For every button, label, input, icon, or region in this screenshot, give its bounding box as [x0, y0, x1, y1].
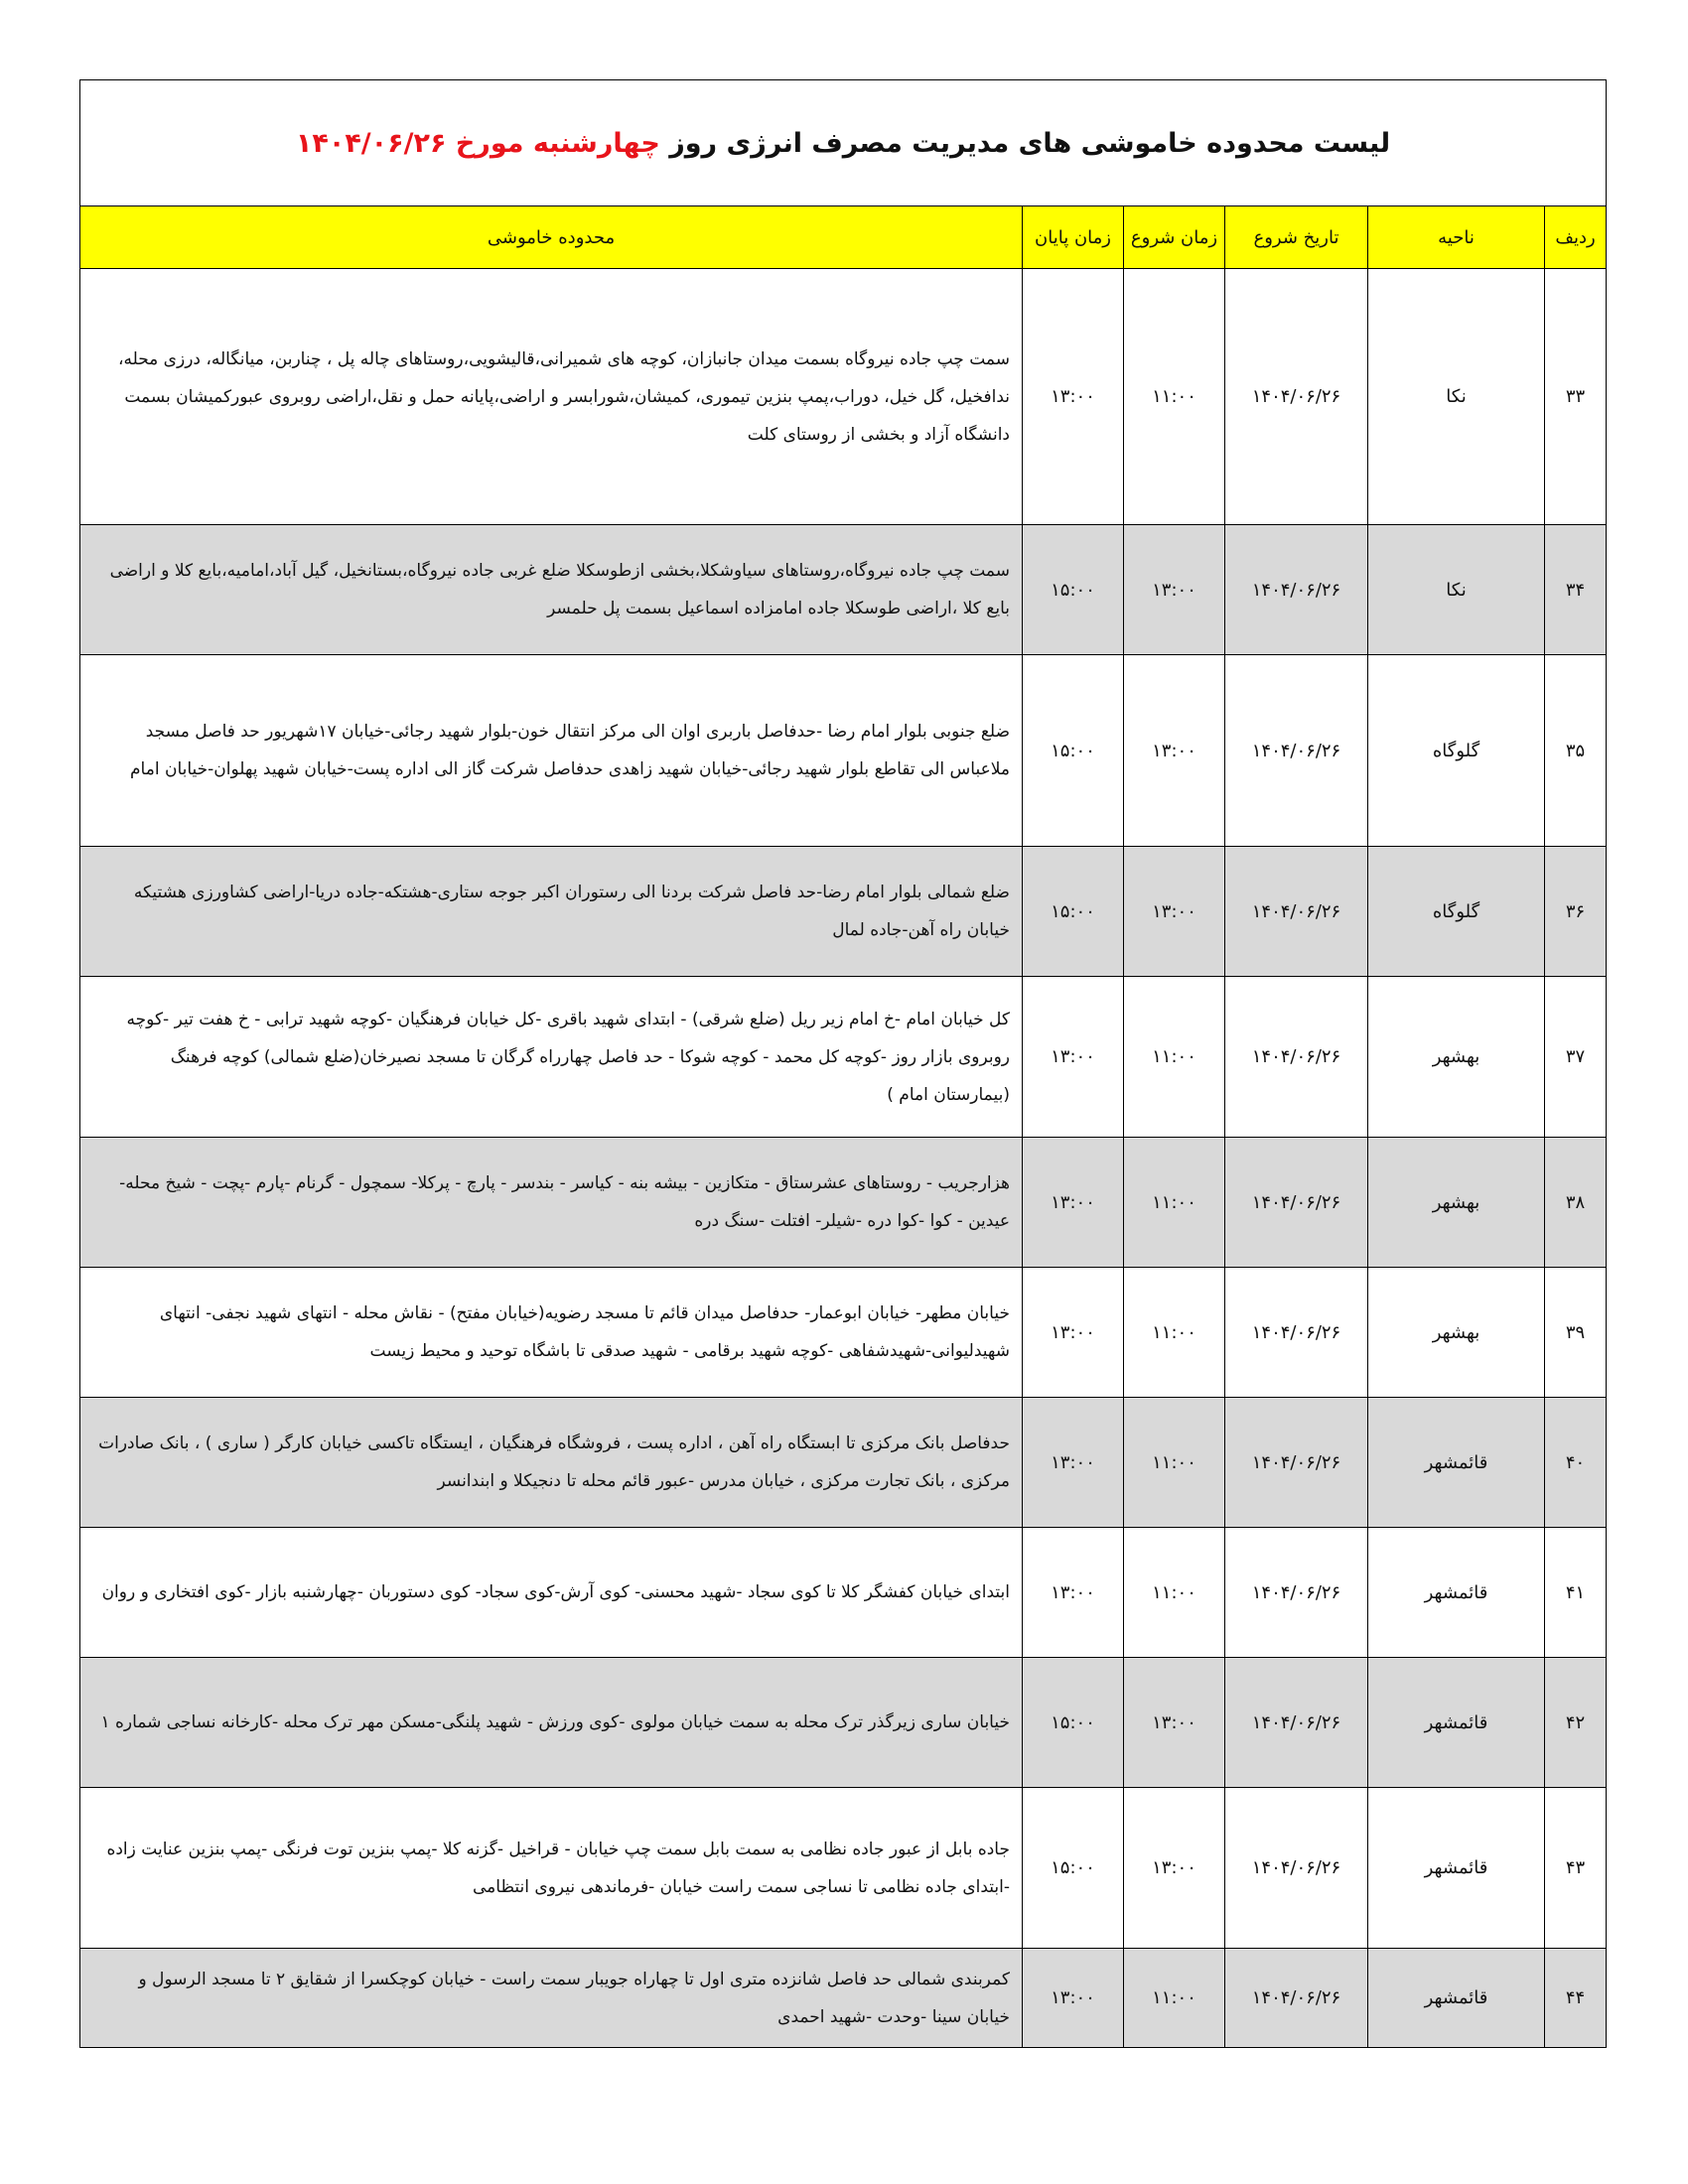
table-row	[80, 1658, 1607, 1788]
outage-table	[79, 79, 1607, 2048]
start-time: ۱۱:۰۰	[1124, 977, 1225, 1138]
start-date: ۱۴۰۴/۰۶/۲۶	[1225, 847, 1368, 977]
district: گلوگاه	[1368, 847, 1545, 977]
outage-area: ضلع شمالی بلوار امام رضا-حد فاصل شرکت بردنا الی رستوران اکبر جوجه ستاری-هشتکه-جاده دریا-اراضی کشاورزی هشتیکه خیابان راه آهن-جاده لمال	[80, 847, 1023, 977]
outage-area: سمت چپ جاده نیروگاه،روستاهای سیاوشکلا،بخشی ازطوسکلا ضلع غربی جاده نیروگاه،بستانخیل، گیل آباد،امامیه،بایع کلا و اراضی بایع کلا ،اراضی طوسکلا جاده امامزاده اسماعیل بسمت پل حلمسر	[80, 525, 1023, 655]
table-row	[80, 977, 1607, 1138]
title-cell	[80, 80, 1607, 206]
outage-area: خیابان ساری زیرگذر ترک محله به سمت خیابان مولوی -کوی ورزش - شهید پلنگی-مسکن مهر ترک محله -کارخانه نساجی شماره ۱	[80, 1658, 1023, 1788]
start-time: ۱۱:۰۰	[1124, 1949, 1225, 2048]
district: قائمشهر	[1368, 1398, 1545, 1528]
start-date: ۱۴۰۴/۰۶/۲۶	[1225, 1138, 1368, 1268]
start-time: ۱۳:۰۰	[1124, 525, 1225, 655]
title-row	[80, 80, 1607, 206]
end-time: ۱۳:۰۰	[1023, 977, 1124, 1138]
district: قائمشهر	[1368, 1949, 1545, 2048]
outage-area: خیابان مطهر- خیابان ابوعمار- حدفاصل میدان قائم تا مسجد رضویه(خیابان مفتح) - نقاش محله - انتهای شهید نجفی- انتهای شهیدلیوانی-شهیدشفاهی -کوچه شهید برقامی - شهید صدقی تا باشگاه توحید و محیط زیست	[80, 1268, 1023, 1398]
start-time: ۱۱:۰۰	[1124, 1398, 1225, 1528]
header-start-date: تاریخ شروع	[1225, 206, 1368, 269]
end-time: ۱۳:۰۰	[1023, 1528, 1124, 1658]
end-time: ۱۵:۰۰	[1023, 847, 1124, 977]
end-time: ۱۳:۰۰	[1023, 1398, 1124, 1528]
table-row	[80, 1138, 1607, 1268]
row-number: ۴۳	[1545, 1788, 1607, 1949]
outage-area: هزارجریب - روستاهای عشرستاق - متکازین - بیشه بنه - کیاسر - بندسر - پارچ - پرکلا- سمچول - گرنام -پارم -پچت - شیخ محله- عیدین - کوا -کوا دره -شیلر- افتلت -سنگ دره	[80, 1138, 1023, 1268]
table-row	[80, 655, 1607, 847]
district: گلوگاه	[1368, 655, 1545, 847]
start-date: ۱۴۰۴/۰۶/۲۶	[1225, 1788, 1368, 1949]
start-date: ۱۴۰۴/۰۶/۲۶	[1225, 977, 1368, 1138]
header-row-number: ردیف	[1545, 206, 1607, 269]
district: قائمشهر	[1368, 1528, 1545, 1658]
end-time: ۱۵:۰۰	[1023, 655, 1124, 847]
end-time: ۱۵:۰۰	[1023, 1788, 1124, 1949]
start-date: ۱۴۰۴/۰۶/۲۶	[1225, 1658, 1368, 1788]
row-number: ۴۰	[1545, 1398, 1607, 1528]
title-prefix: لیست محدوده خاموشی های مدیریت مصرف انرژی روز	[669, 127, 1391, 159]
end-time: ۱۵:۰۰	[1023, 525, 1124, 655]
start-date: ۱۴۰۴/۰۶/۲۶	[1225, 525, 1368, 655]
start-date: ۱۴۰۴/۰۶/۲۶	[1225, 1268, 1368, 1398]
district: قائمشهر	[1368, 1788, 1545, 1949]
outage-area: سمت چپ جاده نیروگاه بسمت میدان جانبازان، کوچه های شمیرانی،قالیشویی،روستاهای چاله پل ، چناربن، میانگاله، درزی محله، ندافخیل، گل خیل، دوراب،پمپ بنزین تیموری، کمیشان،شورابسر و اراضی،پایانه حمل و نقل،اراضی روبروی عبورکمیشان بسمت دانشگاه آزاد و بخشی از روستای کلت	[80, 269, 1023, 525]
start-date: ۱۴۰۴/۰۶/۲۶	[1225, 1528, 1368, 1658]
outage-area: کل خیابان امام -خ امام زیر ریل (ضلع شرقی) - ابتدای شهید باقری -کل خیابان فرهنگیان -کوچه شهید ترابی - خ هفت تیر -کوچه روبروی بازار روز -کوچه کل محمد - کوچه شوکا - حد فاصل چهارراه گرگان تا مسجد نصیرخان(ضلع شمالی) کوچه فرهنگ (بیمارستان امام )	[80, 977, 1023, 1138]
outage-area: کمربندی شمالی حد فاصل شانزده متری اول تا چهاراه جویبار سمت راست - خیابان کوچکسرا از شقایق ۲ تا مسجد الرسول و خیابان سینا -وحدت -شهید احمدی	[80, 1949, 1023, 2048]
header-row	[80, 206, 1607, 269]
page-title	[296, 128, 1390, 159]
district: نکا	[1368, 525, 1545, 655]
row-number: ۳۷	[1545, 977, 1607, 1138]
row-number: ۳۳	[1545, 269, 1607, 525]
header-start-time: زمان شروع	[1124, 206, 1225, 269]
end-time: ۱۳:۰۰	[1023, 1949, 1124, 2048]
outage-sheet	[79, 79, 1606, 2048]
start-time: ۱۳:۰۰	[1124, 655, 1225, 847]
table-row	[80, 1949, 1607, 2048]
title-date: چهارشنبه مورخ ۱۴۰۴/۰۶/۲۶	[295, 127, 660, 159]
header-end-time: زمان پایان	[1023, 206, 1124, 269]
start-time: ۱۱:۰۰	[1124, 1138, 1225, 1268]
start-time: ۱۳:۰۰	[1124, 1658, 1225, 1788]
district: نکا	[1368, 269, 1545, 525]
end-time: ۱۳:۰۰	[1023, 1268, 1124, 1398]
outage-area: جاده بابل از عبور جاده نظامی به سمت بابل سمت چپ خیابان - قراخیل -گزنه کلا -پمپ بنزین توت فرنگی -پمپ بنزین عنایت زاده -ابتدای جاده نظامی تا نساجی سمت راست خیابان -فرماندهی نیروی انتظامی	[80, 1788, 1023, 1949]
row-number: ۴۲	[1545, 1658, 1607, 1788]
row-number: ۳۴	[1545, 525, 1607, 655]
outage-area: ابتدای خیابان کفشگر کلا تا کوی سجاد -شهید محسنی- کوی آرش-کوی سجاد- کوی دستوربان -چهارشنبه بازار -کوی افتخاری و روان	[80, 1528, 1023, 1658]
district: قائمشهر	[1368, 1658, 1545, 1788]
end-time: ۱۳:۰۰	[1023, 269, 1124, 525]
table-row	[80, 847, 1607, 977]
row-number: ۳۹	[1545, 1268, 1607, 1398]
table-row	[80, 1268, 1607, 1398]
row-number: ۳۵	[1545, 655, 1607, 847]
table-row	[80, 269, 1607, 525]
row-number: ۳۸	[1545, 1138, 1607, 1268]
header-area: محدوده خاموشی	[80, 206, 1023, 269]
start-date: ۱۴۰۴/۰۶/۲۶	[1225, 269, 1368, 525]
start-date: ۱۴۰۴/۰۶/۲۶	[1225, 655, 1368, 847]
row-number: ۴۱	[1545, 1528, 1607, 1658]
start-date: ۱۴۰۴/۰۶/۲۶	[1225, 1949, 1368, 2048]
end-time: ۱۵:۰۰	[1023, 1658, 1124, 1788]
start-time: ۱۳:۰۰	[1124, 847, 1225, 977]
row-number: ۴۴	[1545, 1949, 1607, 2048]
table-row	[80, 1528, 1607, 1658]
row-number: ۳۶	[1545, 847, 1607, 977]
start-time: ۱۱:۰۰	[1124, 1528, 1225, 1658]
district: بهشهر	[1368, 977, 1545, 1138]
header-district: ناحیه	[1368, 206, 1545, 269]
table-row	[80, 525, 1607, 655]
end-time: ۱۳:۰۰	[1023, 1138, 1124, 1268]
start-date: ۱۴۰۴/۰۶/۲۶	[1225, 1398, 1368, 1528]
district: بهشهر	[1368, 1138, 1545, 1268]
district: بهشهر	[1368, 1268, 1545, 1398]
start-time: ۱۱:۰۰	[1124, 1268, 1225, 1398]
start-time: ۱۱:۰۰	[1124, 269, 1225, 525]
table-row	[80, 1788, 1607, 1949]
outage-area: ضلع جنوبی بلوار امام رضا -حدفاصل باربری اوان الی مرکز انتقال خون-بلوار شهید رجائی-خیابان ۱۷شهریور حد فاصل مسجد ملاعباس الی تقاطع بلوار شهید رجائی-خیابان شهید زاهدی حدفاصل شرکت گاز الی اداره پست-خیابان شهید پهلوان-خیابان امام	[80, 655, 1023, 847]
outage-area: حدفاصل بانک مرکزی تا ابستگاه راه آهن ، اداره پست ، فروشگاه فرهنگیان ، ایستگاه تاکسی خیابان کارگر ( ساری ) ، بانک صادرات مرکزی ، بانک تجارت مرکزی ، خیابان مدرس -عبور قائم محله تا دنجیکلا و ابندانسر	[80, 1398, 1023, 1528]
start-time: ۱۳:۰۰	[1124, 1788, 1225, 1949]
table-row	[80, 1398, 1607, 1528]
